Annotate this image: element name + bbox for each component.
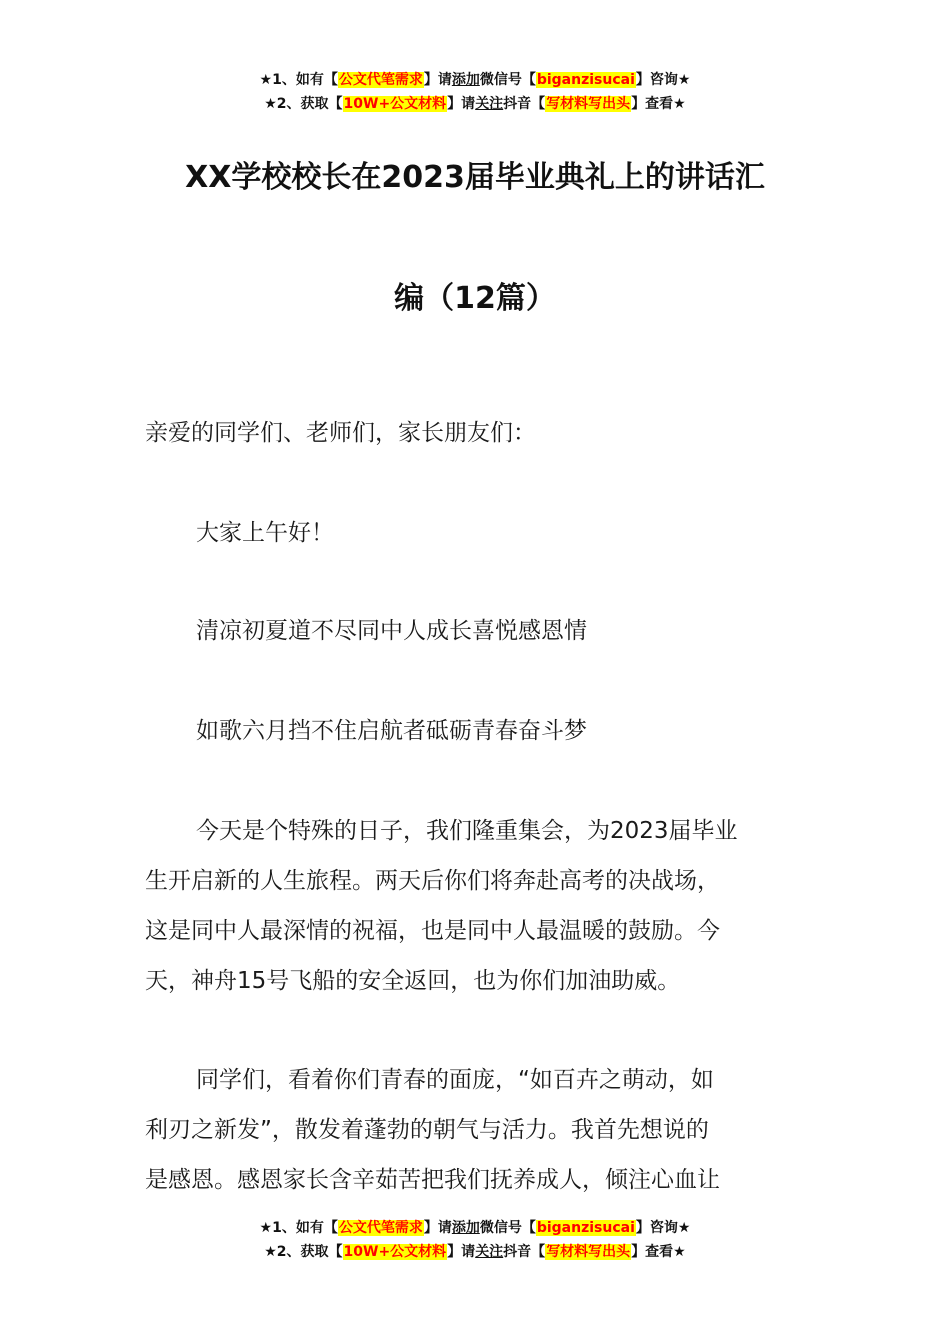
- paragraph-line: 同学们，看着你们青春的面庞，“如百卉之萌动，如: [196, 1067, 714, 1093]
- salutation-text: 亲爱的同学们、老师们，家长朋友们：: [145, 420, 536, 446]
- banner-text: 】查看★: [631, 1244, 686, 1260]
- banner-text: ★1、如有【: [259, 1220, 338, 1236]
- banner-text: ★2、获取【: [264, 96, 343, 112]
- banner-text: ★2、获取【: [264, 1244, 343, 1260]
- verse-2: [145, 706, 807, 756]
- banner-highlight: 10W+公文材料: [343, 96, 447, 112]
- banner-highlight: 写材料写出头: [546, 96, 631, 112]
- banner-text: ★1、如有【: [259, 72, 338, 88]
- banner-text: 抖音【: [503, 1244, 546, 1260]
- banner-text: 】请: [423, 1220, 452, 1236]
- greeting-text: 大家上午好！: [196, 520, 334, 546]
- banner-highlight: 公文代笔需求: [338, 1220, 423, 1236]
- banner-line-2: [0, 92, 950, 116]
- header-banner: [0, 68, 950, 116]
- banner-text: 】请: [423, 72, 452, 88]
- salutation: [145, 408, 807, 458]
- banner-text: 】请: [447, 96, 476, 112]
- banner-highlight: biganzisucai: [536, 1220, 635, 1236]
- banner-highlight: 写材料写出头: [546, 1244, 631, 1260]
- paragraph-line: 今天是个特殊的日子，我们隆重集会，为2023届毕业: [196, 818, 738, 844]
- paragraph-2: [145, 1055, 807, 1205]
- paragraph-line: 天，神舟15号飞船的安全返回，也为你们加油助威。: [145, 968, 681, 994]
- document-title-line-2: 编（12篇）: [394, 281, 556, 316]
- banner-text: 】咨询★: [635, 1220, 691, 1236]
- banner-line-2: [0, 1240, 950, 1264]
- paragraph-line: 这是同中人最深情的祝福，也是同中人最温暖的鼓励。今: [145, 918, 720, 944]
- banner-highlight: 公文代笔需求: [338, 72, 423, 88]
- banner-underlined: 关注: [475, 1244, 504, 1260]
- banner-line-1: [0, 1216, 950, 1240]
- banner-highlight: 10W+公文材料: [343, 1244, 447, 1260]
- banner-text: 微信号【: [479, 72, 536, 88]
- document-title-line-1: XX学校校长在2023届毕业典礼上的讲话汇: [185, 160, 765, 195]
- paragraph-line: 是感恩。感恩家长含辛茹苦把我们抚养成人，倾注心血让: [145, 1167, 720, 1193]
- footer-banner: [0, 1216, 950, 1264]
- banner-text: 微信号【: [479, 1220, 536, 1236]
- verse-1: [145, 606, 807, 656]
- banner-text: 抖音【: [503, 96, 546, 112]
- banner-highlight: biganzisucai: [536, 72, 635, 88]
- banner-underlined: 关注: [475, 96, 504, 112]
- banner-text: 】咨询★: [635, 72, 691, 88]
- paragraph-line: 利刃之新发”，散发着蓬勃的朝气与活力。我首先想说的: [145, 1117, 709, 1143]
- banner-underlined: 添加: [451, 72, 480, 88]
- banner-text: 】查看★: [631, 96, 686, 112]
- banner-line-1: [0, 68, 950, 92]
- banner-underlined: 添加: [451, 1220, 480, 1236]
- paragraph-1: [145, 806, 807, 1006]
- banner-text: 】请: [447, 1244, 476, 1260]
- verse-1-text: 清凉初夏道不尽同中人成长喜悦感恩情: [196, 618, 587, 644]
- paragraph-line: 生开启新的人生旅程。两天后你们将奔赴高考的决战场，: [145, 868, 720, 894]
- greeting: [145, 508, 807, 558]
- verse-2-text: 如歌六月挡不住启航者砥砺青春奋斗梦: [196, 718, 587, 744]
